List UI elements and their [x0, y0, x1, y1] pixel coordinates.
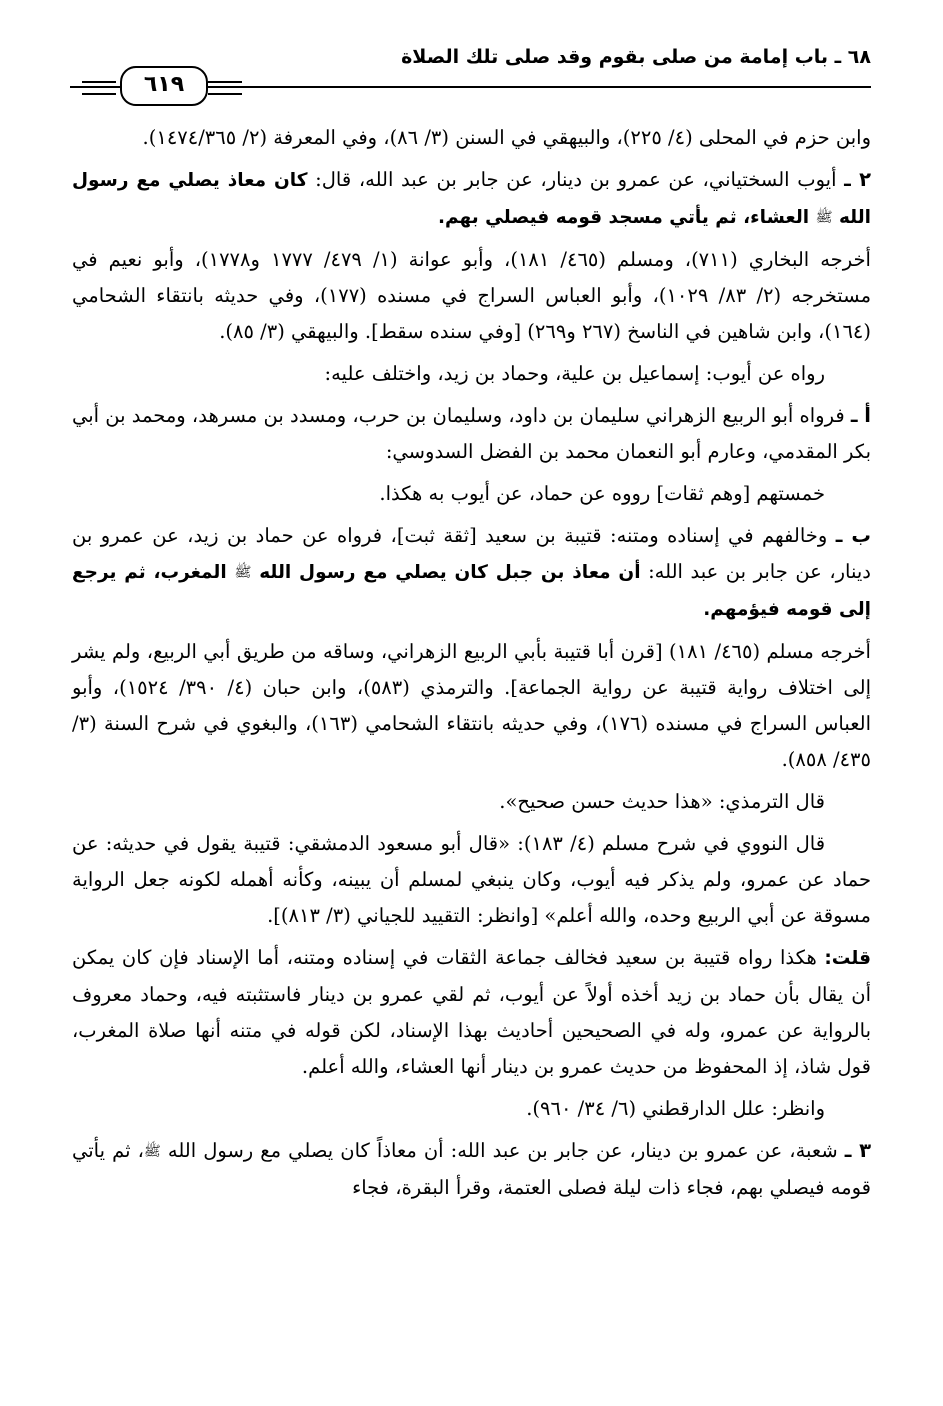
- hadith-number: ٢ ـ: [844, 168, 871, 191]
- paragraph-8: أخرجه مسلم (٤٦٥/ ١٨١) [قرن أبا قتيبة بأبي الربيع الزهراني، وساقه من طريق أبي الربيع، ولم يشر إلى اختلاف رواية قتيبة عن رواية الجماعة]. والترمذي (٥٨٣)، وابن حبان (٤/ ٣٩٠/ ١٥٢٤)، وأبو العباس السراج في مسنده (١٧٦)، وفي حديثه بانتقاء الشحامي (١٦٣)، والبغوي في شرح السنة (٣/ ٤٣٥/ ٨٥٨).: [72, 640, 871, 771]
- paragraph-2: [72, 162, 871, 236]
- paragraph-11-text: هكذا رواه قتيبة بن سعيد فخالف جماعة الثقات في إسناده ومتنه، أما الإسناد فإن كان يمكن أن يقال بأن حماد بن زيد أخذه أولاً عن أيوب، ثم لقي عمرو بن دينار فاستثبته فيه، وحماد معروف بالرواية عن عمرو، وله في الصحيحين أحاديث بهذا الإسناد، لكن قوله في متنه أنها صلاة المغرب، قول شاذ، إذ المحفوظ من حديث عمرو بن دينار أنها العشاء، والله أعلم.: [72, 946, 871, 1078]
- paragraph-11: [72, 940, 871, 1085]
- ornament-left: [82, 81, 116, 95]
- salla-symbol: ﷺ: [234, 564, 252, 581]
- salla-symbol: ﷺ: [143, 1143, 161, 1160]
- paragraph-7: [72, 518, 871, 628]
- page-header: [70, 44, 871, 97]
- item-marker: أ ـ: [850, 404, 871, 427]
- paragraph-13: [72, 1133, 871, 1206]
- ornament-right: [208, 81, 242, 95]
- paragraph-3: أخرجه البخاري (٧١١)، ومسلم (٤٦٥/ ١٨١)، وأبو عوانة (١/ ٤٧٩/ ١٧٧٧ و١٧٧٨)، وأبو نعيم في مستخرجه (٢/ ٨٣/ ١٠٢٩)، وأبو العباس السراج في مسنده (١٧٧)، وفي حديثه بانتقاء الشحامي (١٦٤)، وابن شاهين في الناسخ (٢٦٧ و٢٦٩) [وفي سنده سقط]. والبيهقي (٣/ ٨٥).: [72, 248, 872, 343]
- page-number: ٦١٩: [120, 66, 208, 106]
- paragraph-9: قال الترمذي: «هذا حديث حسن صحيح».: [499, 790, 825, 813]
- paragraph-5-text: فرواه أبو الربيع الزهراني سليمان بن داود، وسليمان بن حرب، ومسدد بن مسرهد، ومحمد بن أبي بكر المقدمي، وعارم أبو النعمان محمد بن الفضل السدوسي:: [72, 404, 871, 463]
- salla-symbol: ﷺ: [815, 209, 833, 226]
- paragraph-5: [72, 398, 871, 470]
- matn-text: كان معاذ يصلي مع رسول الله: [72, 170, 871, 228]
- paragraph-10: قال النووي في شرح مسلم (٤/ ١٨٣): «قال أبو مسعود الدمشقي: قتيبة يقول في حديثه: عن حماد عن عمرو، ولم يذكر فيه أيوب، وكان ينبغي لمسلم أن يبينه، وكأنه أهمله لكونه جعل الرواية مسوقة عن أبي الربيع وحده، والله أعلم» [وانظر: التقييد للجياني (٣/ ٨١٣)].: [72, 832, 871, 927]
- paragraph-7-text: وخالفهم في إسناده ومتنه: قتيبة بن سعيد [ثقة ثبت]، فرواه عن حماد بن زيد، عن عمرو بن دينار، عن جابر بن عبد الله:: [72, 524, 871, 583]
- chapter-title: ٦٨ ـ باب إمامة من صلى بقوم وقد صلى تلك الصلاة: [401, 46, 871, 68]
- matn-text-end: العشاء، ثم يأتي مسجد قومه فيصلي بهم.: [437, 207, 816, 228]
- hadith-number: ٣ ـ: [844, 1139, 871, 1162]
- paragraph-1: وابن حزم في المحلى (٤/ ٢٢٥)، والبيهقي في السنن (٣/ ٨٦)، وفي المعرفة (٢/ ١٤٧٤/٣٦٥).: [142, 126, 871, 149]
- paragraph-6: خمستهم [وهم ثقات] رووه عن حماد، عن أيوب به هكذا.: [379, 482, 825, 505]
- matn-text: أن معاذ بن جبل كان يصلي مع رسول الله: [251, 562, 641, 583]
- qult-label: قلت:: [824, 948, 871, 969]
- item-marker: ب ـ: [835, 524, 871, 547]
- paragraph-13-text: شعبة، عن عمرو بن دينار، عن جابر بن عبد الله: أن معاذاً كان يصلي مع رسول الله: [160, 1139, 845, 1162]
- paragraph-13-text-end: ، ثم يأتي قومه فيصلي بهم، فجاء ذات ليلة فصلى العتمة، وقرأ البقرة، فجاء: [72, 1139, 871, 1199]
- isnad-text: أيوب السختياني، عن عمرو بن دينار، عن جابر بن عبد الله، قال:: [307, 168, 845, 191]
- paragraph-4: رواه عن أيوب: إسماعيل بن علية، وحماد بن زيد، واختلف عليه:: [324, 362, 825, 385]
- paragraph-12: وانظر: علل الدارقطني (٦/ ٣٤/ ٩٦٠).: [526, 1097, 825, 1120]
- page-body: [72, 120, 871, 1212]
- matn-text-end: المغرب، ثم يرجع إلى قومه فيؤمهم.: [72, 562, 871, 620]
